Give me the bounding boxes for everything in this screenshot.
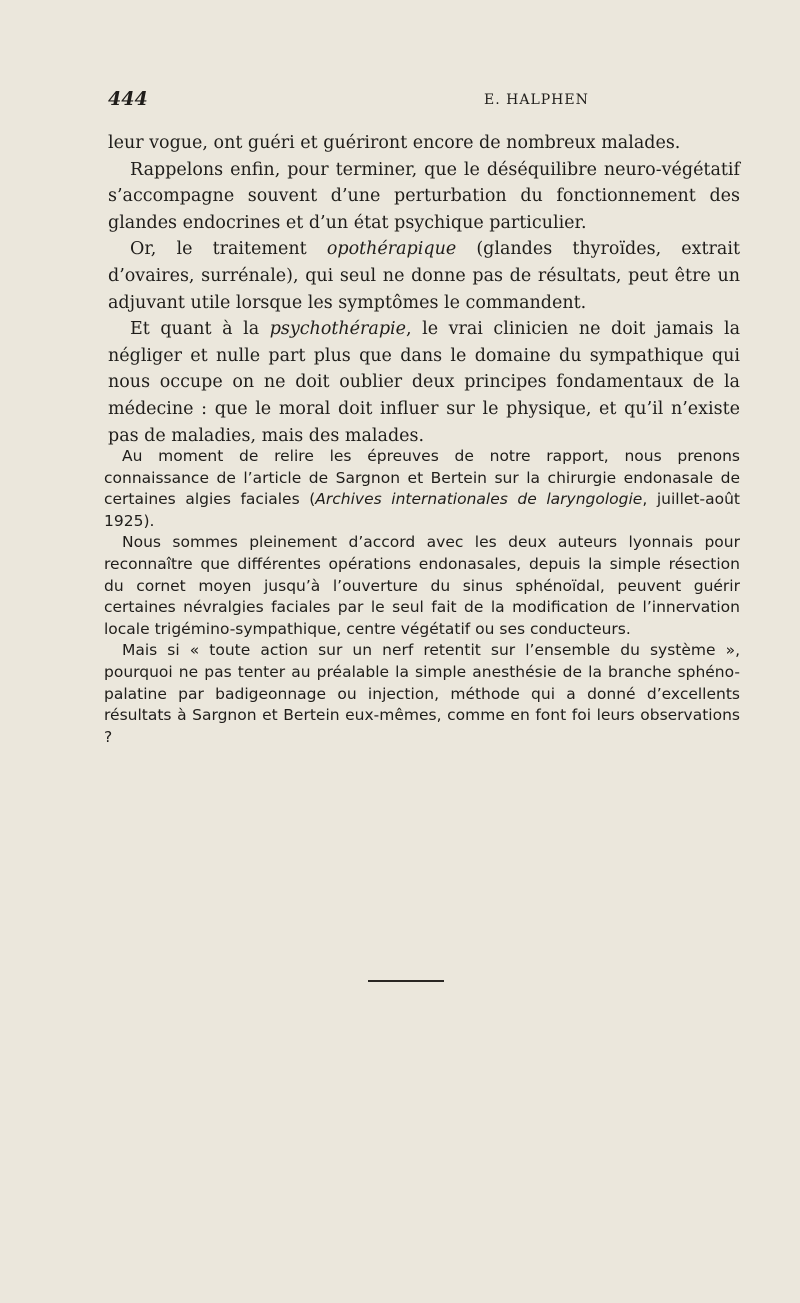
italic-term-psychotherapie: psychothérapie	[269, 319, 406, 340]
text-run: , le vrai clinicien ne doit jamais la négliger et nulle part plus que dans le domaine du sympathique qui nous occupe on ne doit oublier deux principes fondamentaux de la médecine : que le moral doit influer sur le physique, et qu’il n’existe pas de maladies, mais des malades.	[108, 319, 740, 446]
paragraph-continuation: leur vogue, ont guéri et guériront encore de nombreux malades.	[108, 133, 681, 153]
text-run: Or, le traitement	[130, 239, 327, 260]
text-run: Et quant à la	[130, 319, 270, 340]
italic-term-opotherapique: opothérapique	[326, 239, 457, 260]
journal-title: Archives internationales de laryngologie	[315, 490, 643, 509]
text-run: Au moment de relire les épreuves de notre rapport, nous prenons connaissance de l’article de Sargnon et Bertein sur la chirurgie endonasale de certaines algies faciales (	[104, 447, 740, 509]
addendum-note	[104, 446, 740, 748]
paragraph-rappelons: Rappelons enfin, pour terminer, que le déséquilibre neuro-végétatif s’accompagne souvent d’une perturbation du fonctionnement des glandes endocrines et d’un état psychique particulier.	[108, 159, 740, 233]
page-header	[108, 88, 740, 112]
note-paragraph-3: Mais si « toute action sur un nerf retentit sur l’ensemble du système », pourquoi ne pas tenter au préalable la simple anesthésie de la branche sphéno-palatine par badigeonnage ou injection, méthode qui a donné d’excellents résultats à Sargnon et Bertein eux-mêmes, comme en font foi leurs observations ?	[104, 641, 740, 746]
text-run: , juillet-août 1925).	[104, 490, 740, 530]
paragraph-psychotherapie	[108, 316, 740, 449]
paragraph-opotherapie	[108, 236, 740, 316]
end-rule	[368, 980, 444, 982]
running-head: E. HALPHEN	[484, 92, 589, 108]
page-number: 444	[108, 88, 148, 110]
main-body-text	[108, 130, 740, 449]
note-paragraph-1	[104, 446, 740, 532]
text-run: (glandes thyroïdes, extrait d’ovaires, surrénale), qui seul ne donne pas de résultats, peut être un adjuvant utile lorsque les symptômes le commandent.	[108, 239, 740, 313]
note-paragraph-2: Nous sommes pleinement d’accord avec les deux auteurs lyonnais pour reconnaître que différentes opérations endonasales, depuis la simple résection du cornet moyen jusqu’à l’ouverture du sinus sphénoïdal, peuvent guérir certaines névralgies faciales par le seul fait de la modification de l’innervation locale trigémino-sympathique, centre végétatif ou ses conducteurs.	[104, 533, 740, 638]
